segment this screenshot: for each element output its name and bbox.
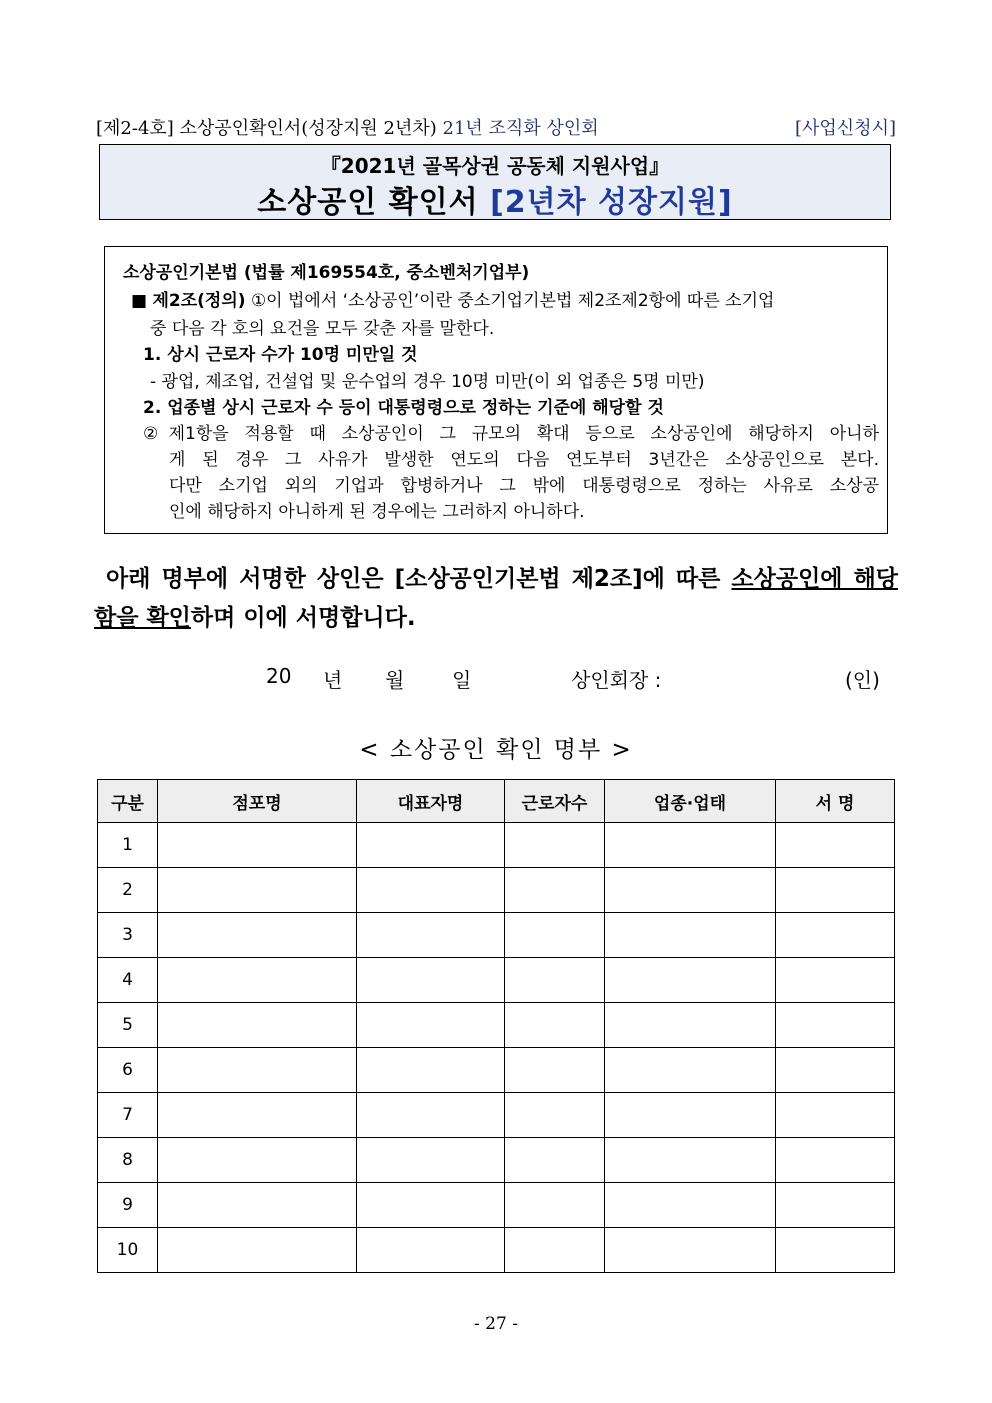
table-row <box>98 1228 895 1273</box>
paragraph-2-line4: 인에 해당하지 아니하게 된 경우에는 그러하지 아니하다. <box>169 502 585 522</box>
employees-cell[interactable] <box>505 1228 605 1273</box>
signature-cell[interactable] <box>776 1003 895 1048</box>
paragraph-2-line2: 게 된 경우 그 사유가 발생한 연도의 다음 연도부터 3년간은 소상공인으로 본다. <box>169 450 879 470</box>
application-stage-label: [사업신청시] <box>795 118 896 139</box>
table-row <box>98 1048 895 1093</box>
table-row <box>98 1003 895 1048</box>
employees-cell[interactable] <box>505 1048 605 1093</box>
form-number-label <box>96 114 599 140</box>
signature-cell[interactable] <box>776 1228 895 1273</box>
table-row <box>98 868 895 913</box>
employees-cell[interactable] <box>505 1138 605 1183</box>
column-header-category: 구분 <box>98 780 158 823</box>
law-heading: 소상공인기본법 (법률 제169554호, 중소벤처기업부) <box>123 263 530 283</box>
table-row <box>98 1093 895 1138</box>
representative-cell[interactable] <box>357 868 505 913</box>
signature-cell[interactable] <box>776 823 895 868</box>
criteria-item-1-note: - 광업, 제조업, 건설업 및 운수업의 경우 10명 미만(이 외 업종은 5명 미만) <box>150 372 705 392</box>
store-name-cell[interactable] <box>158 958 357 1003</box>
document-subtitle: 『2021년 골목상권 공동체 지원사업』 <box>320 154 670 178</box>
form-label: [제2-4호] 소상공인확인서(성장지원 2년차) <box>96 118 437 139</box>
row-number: 3 <box>98 913 158 958</box>
business-type-cell[interactable] <box>605 1093 776 1138</box>
store-name-cell[interactable] <box>158 1003 357 1048</box>
store-name-cell[interactable] <box>158 1093 357 1138</box>
chair-label: 상인회장 : <box>571 668 662 692</box>
representative-cell[interactable] <box>357 913 505 958</box>
row-number: 5 <box>98 1003 158 1048</box>
signature-cell[interactable] <box>776 1048 895 1093</box>
table-row <box>98 1183 895 1228</box>
representative-cell[interactable] <box>357 1183 505 1228</box>
employees-cell[interactable] <box>505 1183 605 1228</box>
business-type-cell[interactable] <box>605 1138 776 1183</box>
column-header-employees: 근로자수 <box>505 780 605 823</box>
table-row <box>98 1138 895 1183</box>
store-name-cell[interactable] <box>158 1138 357 1183</box>
bullet-icon: ■ <box>131 291 148 311</box>
business-type-cell[interactable] <box>605 1048 776 1093</box>
statement-line2-text: 하며 이에 서명합니다. <box>190 605 416 631</box>
employees-cell[interactable] <box>505 1093 605 1138</box>
month-label: 월 <box>385 668 405 692</box>
row-number: 10 <box>98 1228 158 1273</box>
article-text-line1: ①이 법에서 ‘소상공인’이란 중소기업기본법 제2조제2항에 따른 소기업 <box>250 291 775 311</box>
store-name-cell[interactable] <box>158 1228 357 1273</box>
column-header-business-type: 업종·업태 <box>605 780 776 823</box>
article-title: 제2조(정의) <box>152 291 246 311</box>
representative-cell[interactable] <box>357 1228 505 1273</box>
form-header <box>96 114 896 140</box>
representative-cell[interactable] <box>357 1138 505 1183</box>
representative-cell[interactable] <box>357 1048 505 1093</box>
statement-line1-text: 아래 명부에 서명한 상인은 [소상공인기본법 제2조]에 따른 <box>106 566 732 592</box>
representative-cell[interactable] <box>357 958 505 1003</box>
business-type-cell[interactable] <box>605 823 776 868</box>
representative-cell[interactable] <box>357 1093 505 1138</box>
business-type-cell[interactable] <box>605 868 776 913</box>
roster-body <box>98 823 895 1273</box>
seal-label: (인) <box>845 668 880 692</box>
store-name-cell[interactable] <box>158 1183 357 1228</box>
representative-cell[interactable] <box>357 1003 505 1048</box>
table-row <box>98 958 895 1003</box>
statement-line2-underlined: 함을 확인 <box>94 605 191 631</box>
store-name-cell[interactable] <box>158 823 357 868</box>
row-number: 1 <box>98 823 158 868</box>
employees-cell[interactable] <box>505 868 605 913</box>
row-number: 8 <box>98 1138 158 1183</box>
store-name-cell[interactable] <box>158 868 357 913</box>
signature-cell[interactable] <box>776 1138 895 1183</box>
article-first-line <box>131 289 879 313</box>
signature-cell[interactable] <box>776 913 895 958</box>
employees-cell[interactable] <box>505 823 605 868</box>
employees-cell[interactable] <box>505 1003 605 1048</box>
representative-cell[interactable] <box>357 823 505 868</box>
store-name-cell[interactable] <box>158 1048 357 1093</box>
business-type-cell[interactable] <box>605 1003 776 1048</box>
table-row <box>98 913 895 958</box>
roster-title: < 소상공인 확인 명부 > <box>359 737 633 763</box>
table-row <box>98 823 895 868</box>
business-type-cell[interactable] <box>605 1228 776 1273</box>
row-number: 2 <box>98 868 158 913</box>
roster-table <box>97 779 895 1273</box>
roster-header-row <box>98 780 895 823</box>
document-title <box>100 177 890 221</box>
row-number: 7 <box>98 1093 158 1138</box>
day-label: 일 <box>452 668 472 692</box>
row-number: 9 <box>98 1183 158 1228</box>
statement-line2 <box>94 605 416 631</box>
row-number: 4 <box>98 958 158 1003</box>
paragraph-2-line1: ②제1항을 적용할 때 소상공인이 그 규모의 확대 등으로 소상공인에 해당하지 아니하 <box>143 424 879 444</box>
business-type-cell[interactable] <box>605 913 776 958</box>
criteria-item-1: 1. 상시 근로자 수가 10명 미만일 것 <box>143 345 418 365</box>
signature-cell[interactable] <box>776 1093 895 1138</box>
statement-line1 <box>94 560 898 599</box>
paragraph-2-line3: 다만 소기업 외의 기업과 합병하거나 그 밖에 대통령령으로 정하는 사유로 소상공 <box>169 476 879 496</box>
title-box <box>99 144 891 220</box>
business-type-cell[interactable] <box>605 1183 776 1228</box>
column-header-representative: 대표자명 <box>357 780 505 823</box>
year-prefix: 20 <box>266 664 292 688</box>
confirmation-statement <box>94 560 898 638</box>
signature-cell[interactable] <box>776 958 895 1003</box>
column-header-store-name: 점포명 <box>158 780 357 823</box>
org-label: 21년 조직화 상인회 <box>442 118 599 139</box>
signature-cell[interactable] <box>776 868 895 913</box>
store-name-cell[interactable] <box>158 913 357 958</box>
business-type-cell[interactable] <box>605 958 776 1003</box>
employees-cell[interactable] <box>505 913 605 958</box>
employees-cell[interactable] <box>505 958 605 1003</box>
page-number: - 27 - <box>474 1314 518 1334</box>
law-excerpt-box <box>104 246 888 534</box>
criteria-item-2: 2. 업종별 상시 근로자 수 등이 대통령령으로 정하는 기준에 해당할 것 <box>143 398 664 418</box>
column-header-signature: 서 명 <box>776 780 895 823</box>
title-main: 소상공인 확인서 <box>257 185 479 220</box>
year-label: 년 <box>323 668 343 692</box>
title-accent: [2년차 성장지원] <box>490 185 733 220</box>
row-number: 6 <box>98 1048 158 1093</box>
article-text-line2: 중 다음 각 호의 요건을 모두 갖춘 자를 말한다. <box>150 319 495 339</box>
signature-cell[interactable] <box>776 1183 895 1228</box>
statement-line1-underlined: 소상공인에 해당 <box>731 566 899 592</box>
